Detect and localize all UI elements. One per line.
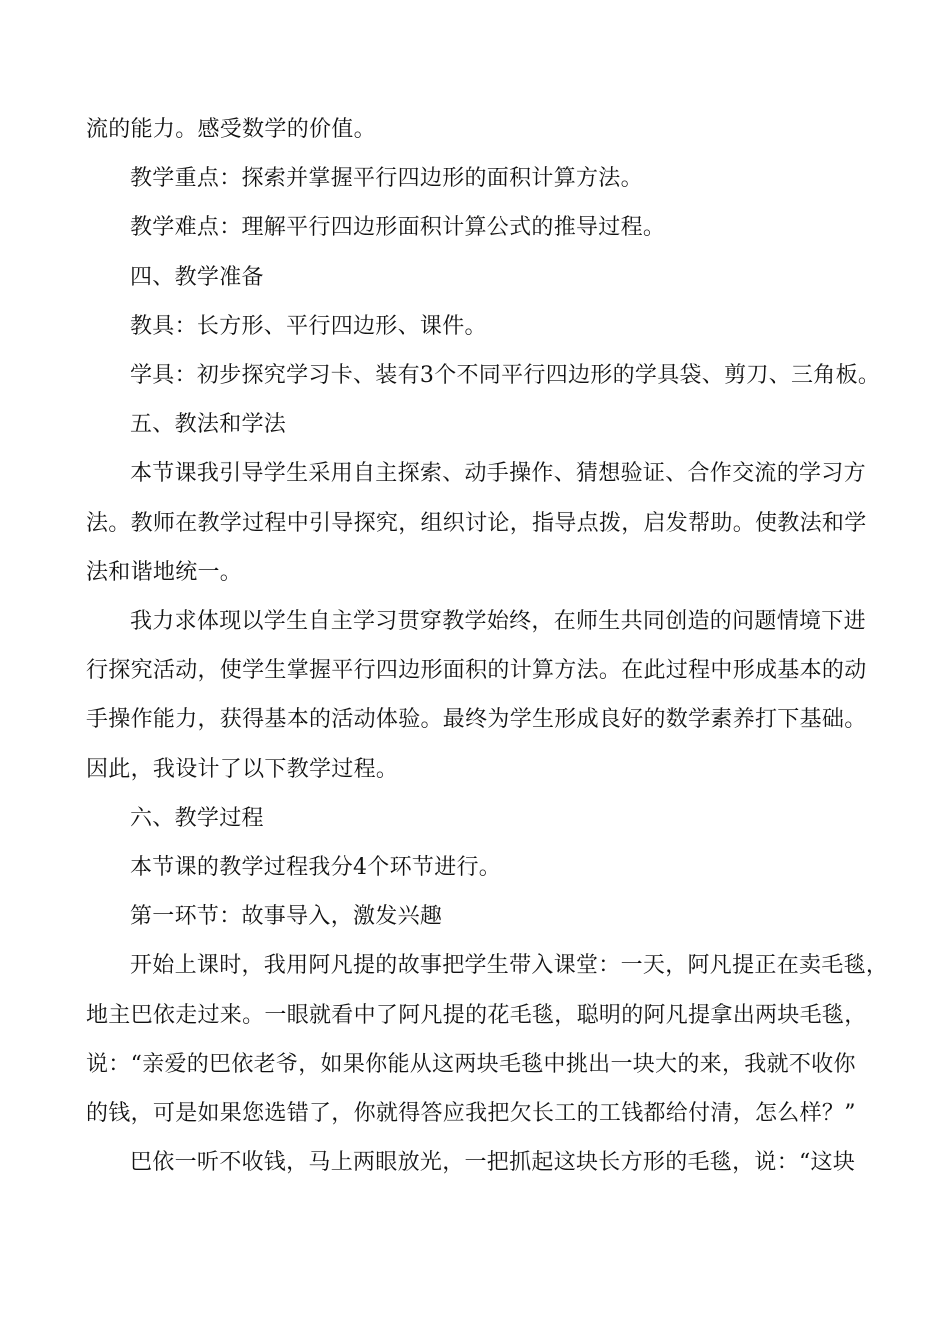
- design-paragraph-line-3: 手操作能力，获得基本的活动体验。最终为学生形成良好的数学素养打下基础。: [86, 707, 867, 733]
- section-heading-process: 六、教学过程: [130, 805, 264, 831]
- step-one-heading: 第一环节：故事导入，激发兴趣: [130, 904, 443, 930]
- teaching-difficulty: 教学难点：理解平行四边形面积计算公式的推导过程。: [130, 215, 666, 241]
- section-heading-preparation: 四、教学准备: [130, 264, 264, 290]
- document-body: [86, 105, 889, 1187]
- learning-tools: 学具：初步探究学习卡、装有3个不同平行四边形的学具袋、剪刀、三角板。: [130, 363, 881, 389]
- story-paragraph-line-1: 开始上课时，我用阿凡提的故事把学生带入课堂：一天，阿凡提正在卖毛毯，: [130, 953, 889, 979]
- design-paragraph-line-1: 我力求体现以学生自主学习贯穿教学始终，在师生共同创造的问题情境下进: [130, 609, 866, 635]
- story-paragraph-line-3: 说：“亲爱的巴依老爷，如果你能从这两块毛毯中挑出一块大的来，我就不收你: [86, 1051, 856, 1077]
- teaching-key-point: 教学重点：探索并掌握平行四边形的面积计算方法。: [130, 166, 643, 192]
- methods-paragraph-line-3: 法和谐地统一。: [86, 559, 243, 585]
- process-overview: 本节课的教学过程我分4个环节进行。: [130, 855, 502, 881]
- design-paragraph-line-4: 因此，我设计了以下教学过程。: [86, 756, 399, 782]
- methods-paragraph-line-1: 本节课我引导学生采用自主探索、动手操作、猜想验证、合作交流的学习方: [130, 461, 866, 487]
- design-paragraph-line-2: 行探究活动，使学生掌握平行四边形面积的计算方法。在此过程中形成基本的动: [86, 658, 867, 684]
- story-paragraph-line-4: 的钱，可是如果您选错了，你就得答应我把欠长工的工钱都给付清，怎么样？”: [86, 1101, 856, 1127]
- methods-paragraph-line-2: 法。教师在教学过程中引导探究，组织讨论，指导点拨，启发帮助。使教法和学: [86, 510, 867, 536]
- paragraph-line: 流的能力。感受数学的价值。: [86, 117, 376, 142]
- story-paragraph-line-2: 地主巴依走过来。一眼就看中了阿凡提的花毛毯，聪明的阿凡提拿出两块毛毯，: [86, 1002, 867, 1028]
- section-heading-methods: 五、教法和学法: [130, 412, 287, 438]
- story-continuation: 巴依一听不收钱，马上两眼放光，一把抓起这块长方形的毛毯，说：“这块: [130, 1150, 856, 1176]
- teaching-tools: 教具：长方形、平行四边形、课件。: [130, 313, 487, 339]
